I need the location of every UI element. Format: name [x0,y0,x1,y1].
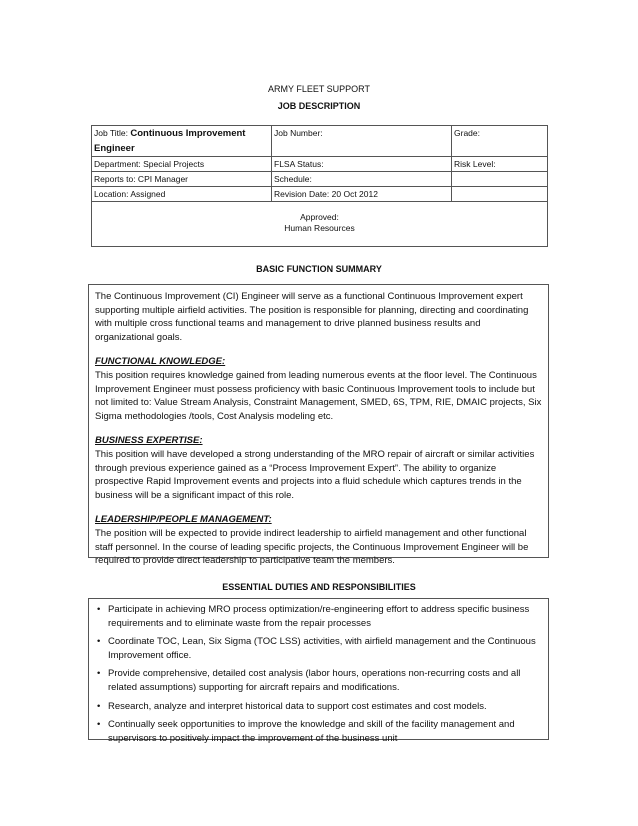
duty-item [95,718,542,745]
risk-cell: Risk Level: [452,157,548,172]
empty-cell [452,187,548,202]
bullet-icon: • [97,719,101,731]
department-cell: Department: Special Projects [92,157,272,172]
duty-text: Coordinate TOC, Lean, Six Sigma (TOC LSS) activities, with airfield management and the Continuous Improvement office. [108,636,536,661]
revision-cell: Revision Date: 20 Oct 2012 [272,187,452,202]
expertise-heading: BUSINESS EXPERTISE: [95,435,203,447]
location-cell: Location: Assigned [92,187,272,202]
empty-cell [452,172,548,187]
doc-title: JOB DESCRIPTION [277,101,361,111]
duty-item [95,667,542,694]
summary-heading: BASIC FUNCTION SUMMARY [256,264,382,274]
functional-heading: FUNCTIONAL KNOWLEDGE: [95,356,226,368]
bullet-icon: • [97,700,101,712]
duty-text: Research, analyze and interpret historical data to support cost estimates and cost models. [108,700,487,712]
bullet-icon: • [97,604,101,615]
job-title-value: Continuous Improvement Engineer [94,128,246,154]
job-title-cell: Job Title: Continuous Improvement Engineer [92,126,272,157]
summary-intro: The Continuous Improvement (CI) Engineer will serve as a functional Continuous Improvement expert supporting multiple airfield activities. The position is responsible for planning, directing and coordinating with multiple cross functional teams and management to drive planned business results and organizational goals. [95,291,529,343]
duties-box [88,598,549,744]
duties-heading: ESSENTIAL DUTIES AND RESPONSIBILITIES [222,582,416,592]
org-name: ARMY FLEET SUPPORT [267,84,371,94]
duties-list [95,603,542,745]
duty-text: Provide comprehensive, detailed cost analysis (labor hours, operations non-recurring costs and all related assumptions) supporting for aircraft repairs and modifications. [108,668,521,693]
job-info-table [91,125,548,247]
job-number-cell: Job Number: [272,126,452,157]
duty-item [95,700,542,714]
grade-cell: Grade: [452,126,548,157]
approval-cell [92,202,548,247]
approved-label: Approved: [300,212,339,222]
functional-text: This position requires knowledge gained from leading numerous events at the floor level. The Continuous Improvement Engineer must possess proficiency with basic Continuous Improvement tools to include but not limited to: Value Stream Analysis, Constraint Management, SMED, 6S, TPM, RIE, DMAIC projects, Six Sigma methodologies /tools, Cost Analysis modeling etc. [95,369,542,422]
bullet-icon: • [97,636,101,648]
duty-item [95,635,542,662]
duty-item [95,603,542,630]
duty-text: Continually seek opportunities to improve the knowledge and skill of the facility management and supervisors to positively impact the improvement of the business unit [108,719,515,744]
reports-to-cell: Reports to: CPI Manager [92,172,272,187]
schedule-cell: Schedule: [272,172,452,187]
leadership-heading: LEADERSHIP/PEOPLE MANAGEMENT: [95,514,272,526]
expertise-text: This position will have developed a strong understanding of the MRO repair of aircraft or similar activities through previous experience gained as a “Process Improvement Expert”. The ability to organize prospective Rapid Improvement events and projects into a fluid schedule which captures trends in the business will be a significant impact of this role. [95,448,535,501]
flsa-cell: FLSA Status: [272,157,452,172]
duty-text: Participate in achieving MRO process optimization/re-engineering effort to address specific business requirements and to eliminate waste from the repair processes [108,604,530,629]
leadership-text: The position will be expected to provide indirect leadership to airfield management and other functional staff personnel. In the course of leading specific projects, the Continuous Improvement Engineer will be required to provide direct leadership to participative team the members. [95,527,529,567]
job-title-label: Job Title [94,128,126,138]
bullet-icon: • [97,668,101,680]
summary-box [88,284,549,567]
approved-by: Human Resources [284,223,355,233]
